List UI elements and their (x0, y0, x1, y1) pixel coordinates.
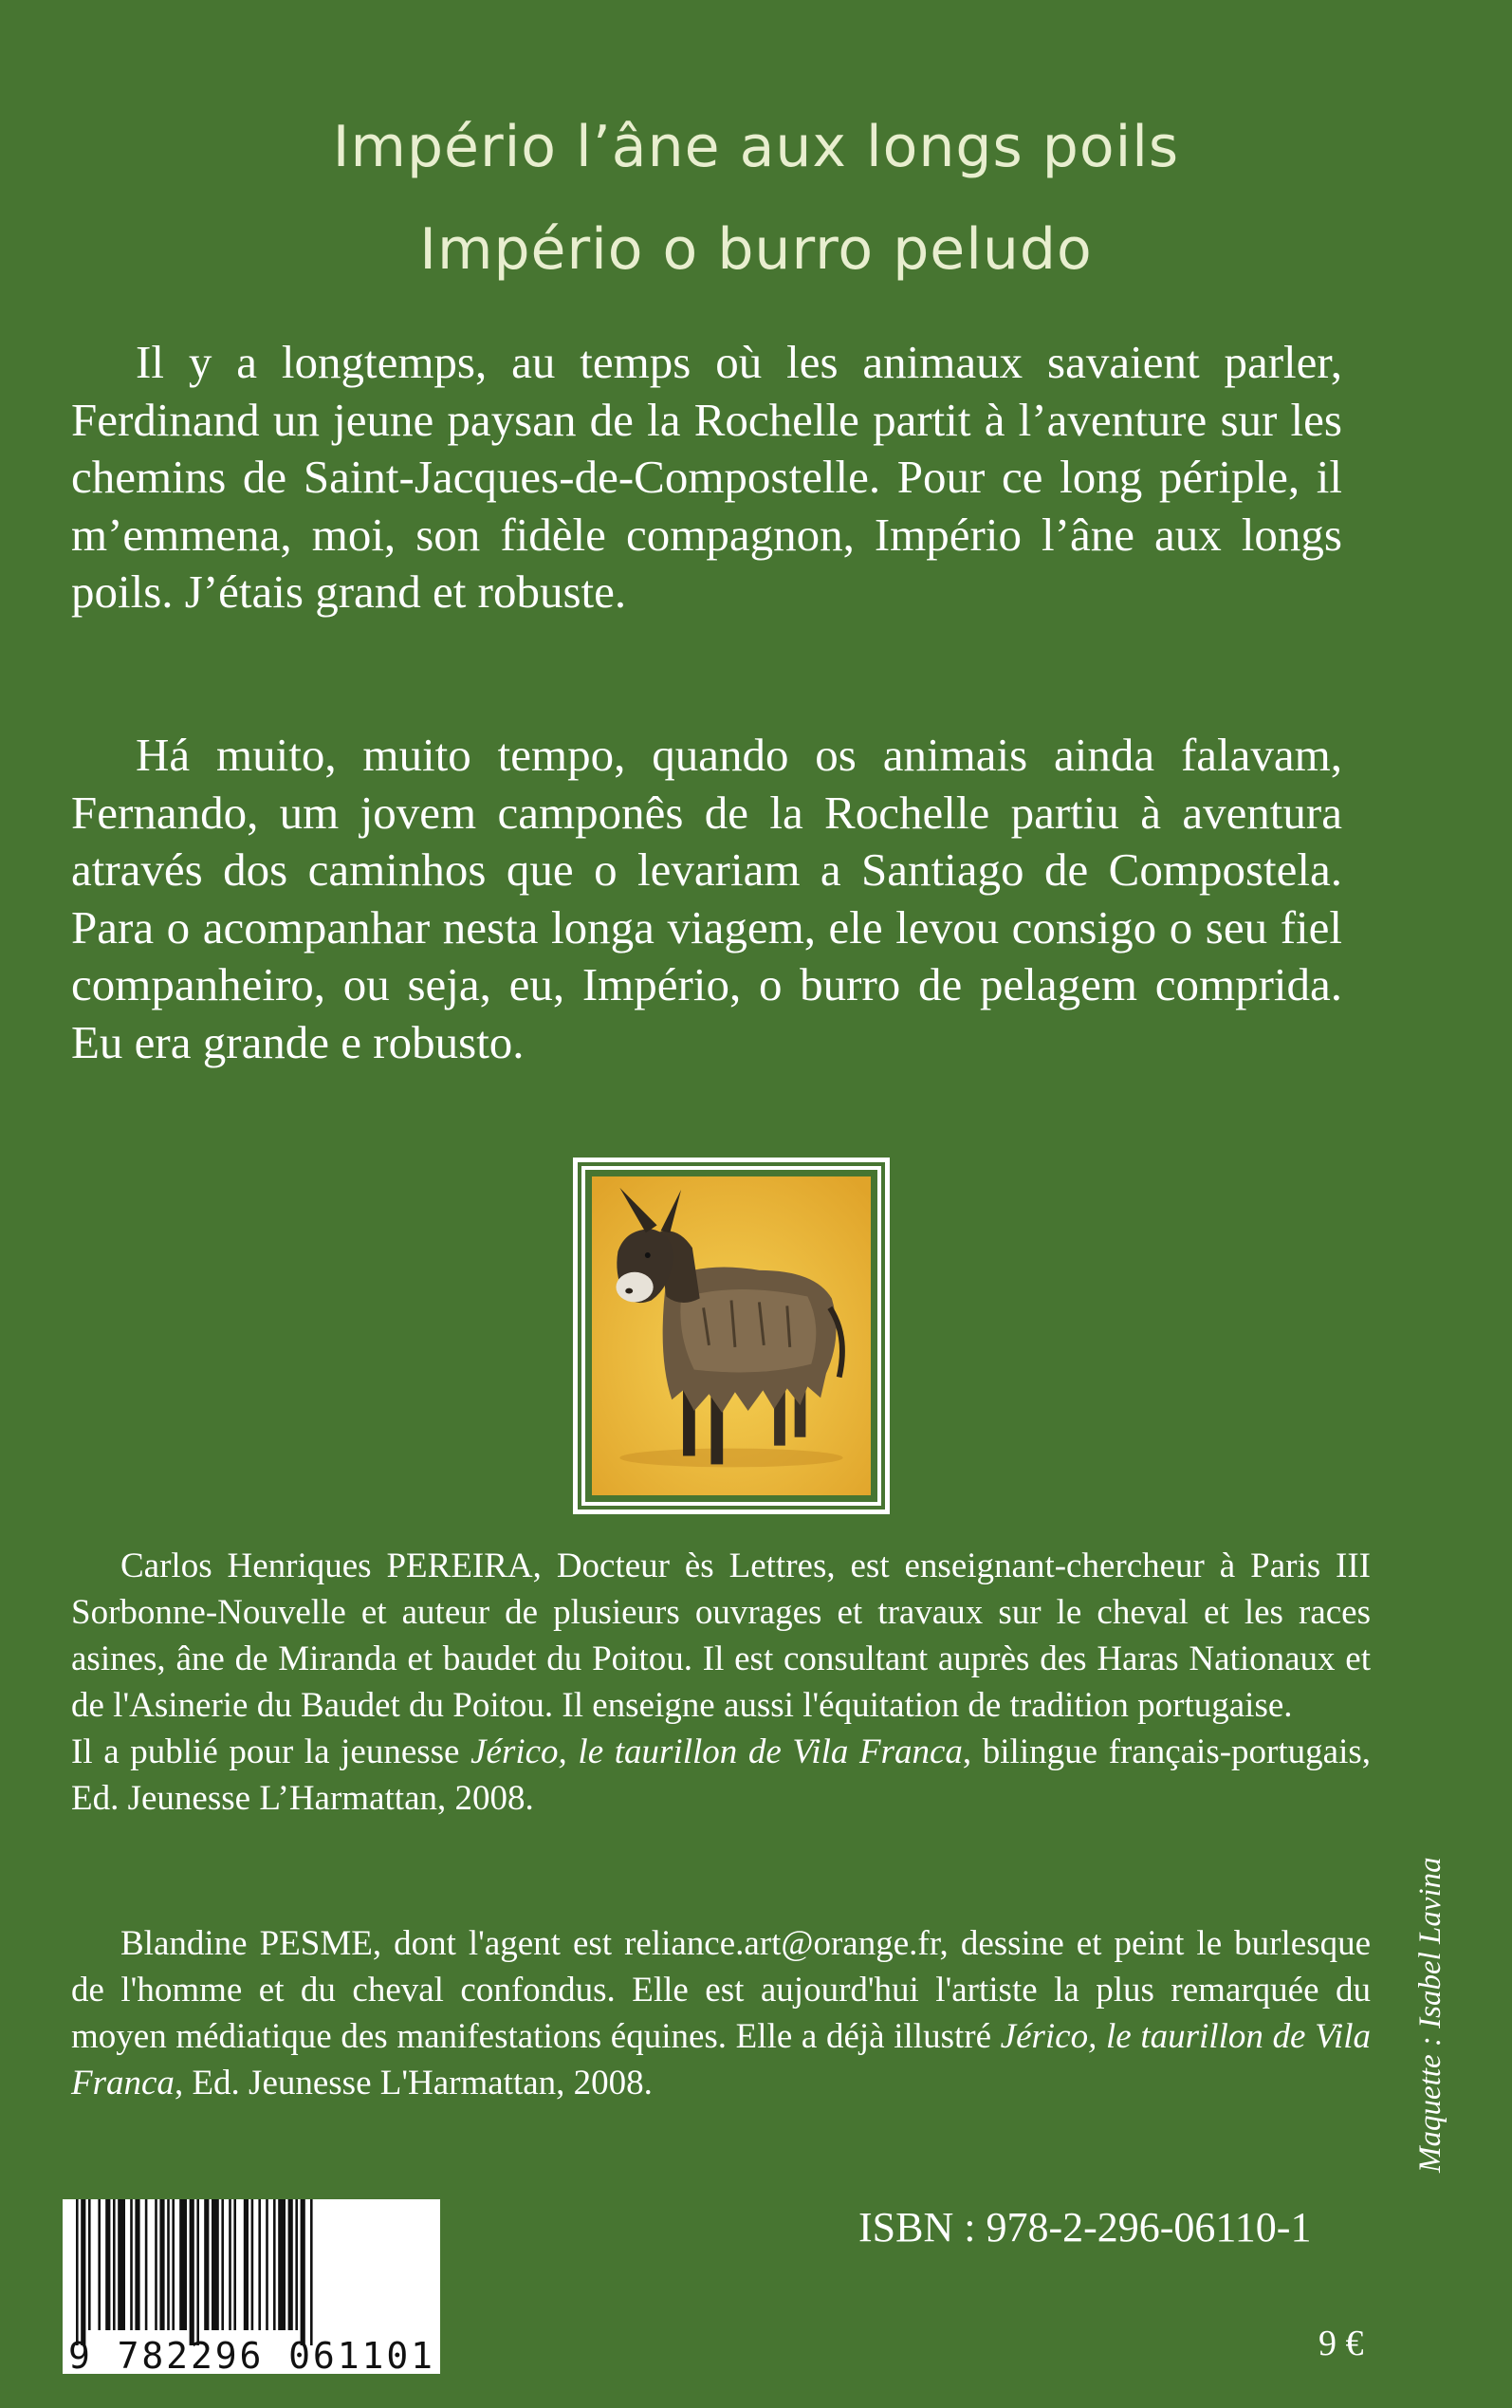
synopsis-portuguese-text: Há muito, muito tempo, quando os animais ainda falavam, Fernando, um jovem camponês de la Rochelle partiu à aventura através dos caminhos que o levariam a Santiago de Compostela. Para o acompanhar nesta longa viagem, ele levou consigo o seu fiel companheiro, ou seja, eu, Império, o burro de pelagem comprida. Eu era grande e robusto. (71, 729, 1342, 1068)
barcode-bar (244, 2199, 249, 2330)
barcode-bar (233, 2199, 236, 2330)
barcode-digits: 9 782296 061101 (68, 2335, 433, 2374)
author-bio-suffix: , bilingue français-portugais, Ed. Jeunesse L’Harmattan, 2008. (71, 1732, 1372, 1818)
layout-credit: Maquette : Isabel Lavina (1413, 1857, 1447, 2173)
illustrator-book-title: Jérico, le taurillon de Vila Franca (71, 2017, 1371, 2102)
illustrator-bio-end: , Ed. Jeunesse L'Harmattan, 2008. (174, 2064, 653, 2102)
barcode-bars (63, 2199, 440, 2374)
donkey-illustration (592, 1176, 871, 1495)
barcode-bar (118, 2199, 125, 2330)
price: 9 € (1318, 2324, 1364, 2363)
barcode-bar (81, 2199, 85, 2345)
barcode-bar (251, 2199, 254, 2330)
barcode-bar (135, 2199, 139, 2330)
barcode-bar (278, 2199, 286, 2330)
barcode-bar (113, 2199, 116, 2330)
synopsis-portuguese (71, 727, 1342, 1071)
author-bio-prefix: Il a publié pour la jeunesse (71, 1732, 471, 1771)
barcode-bar (266, 2199, 268, 2330)
author-biography (71, 1543, 1371, 1822)
barcode-bar (288, 2199, 293, 2330)
cover-illustration-frame (573, 1158, 890, 1514)
barcode-bar (167, 2199, 170, 2330)
barcode-bar (301, 2199, 305, 2345)
barcode-bar (310, 2199, 313, 2345)
barcode-bar (229, 2199, 231, 2330)
illustrator-biography (71, 1920, 1371, 2106)
illustrator-bio-text: Blandine PESME, dont l'agent est reliance.art@orange.fr, dessine et peint le burlesque de l'homme et du cheval confondus. Elle est aujourd'hui l'artiste la plus remarquée du moyen médiatique des manifestations équines. Elle a déjà illustré (71, 1924, 1371, 2056)
barcode-bar (196, 2199, 199, 2345)
barcode-bar (98, 2199, 101, 2330)
barcode-bar (130, 2199, 133, 2330)
author-bio-text: Carlos Henriques PEREIRA, Docteur ès Lettres, est enseignant-chercheur à Paris III Sorbonne-Nouvelle et auteur de plusieurs ouvrages et travaux sur le cheval et les races asines, âne de Miranda et baudet du Poitou. Il est consultant auprès des Haras Nationaux et de l'Asinerie du Baudet du Poitou. Il enseigne aussi l'équitation de tradition portugaise. (71, 1547, 1371, 1725)
barcode-bar (295, 2199, 298, 2330)
barcode-bar (88, 2199, 91, 2330)
synopsis-french (71, 334, 1342, 621)
book-title-portuguese: Império o burro peludo (419, 216, 1093, 283)
barcode-bar (273, 2199, 276, 2330)
synopsis-french-text: Il y a longtemps, au temps où les animaux savaient parler, Ferdinand un jeune paysan de la Rochelle partit à l’aventure sur les chemins de Saint-Jacques-de-Compostelle. Pour ce long périple, il m’emmena, moi, son fidèle compagnon, Império l’âne aux longs poils. J’étais grand et robuste. (71, 336, 1342, 618)
barcode-bar (76, 2199, 79, 2345)
barcode-bar (258, 2199, 261, 2330)
barcode-bar (172, 2199, 175, 2330)
book-title-french: Império l’âne aux longs poils (332, 114, 1180, 180)
barcode-bar (204, 2199, 209, 2330)
author-book-title: Jérico, le taurillon de Vila Franca (470, 1732, 963, 1771)
barcode-bar (190, 2199, 194, 2345)
barcode-bar (105, 2199, 110, 2330)
barcode-bar (221, 2199, 224, 2330)
barcode-bar (155, 2199, 157, 2330)
barcode (63, 2199, 440, 2374)
isbn: ISBN : 978-2-296-06110-1 (858, 2204, 1312, 2251)
barcode-bar (145, 2199, 148, 2330)
barcode-bar (159, 2199, 164, 2330)
barcode-bar (179, 2199, 187, 2330)
barcode-bar (212, 2199, 219, 2330)
